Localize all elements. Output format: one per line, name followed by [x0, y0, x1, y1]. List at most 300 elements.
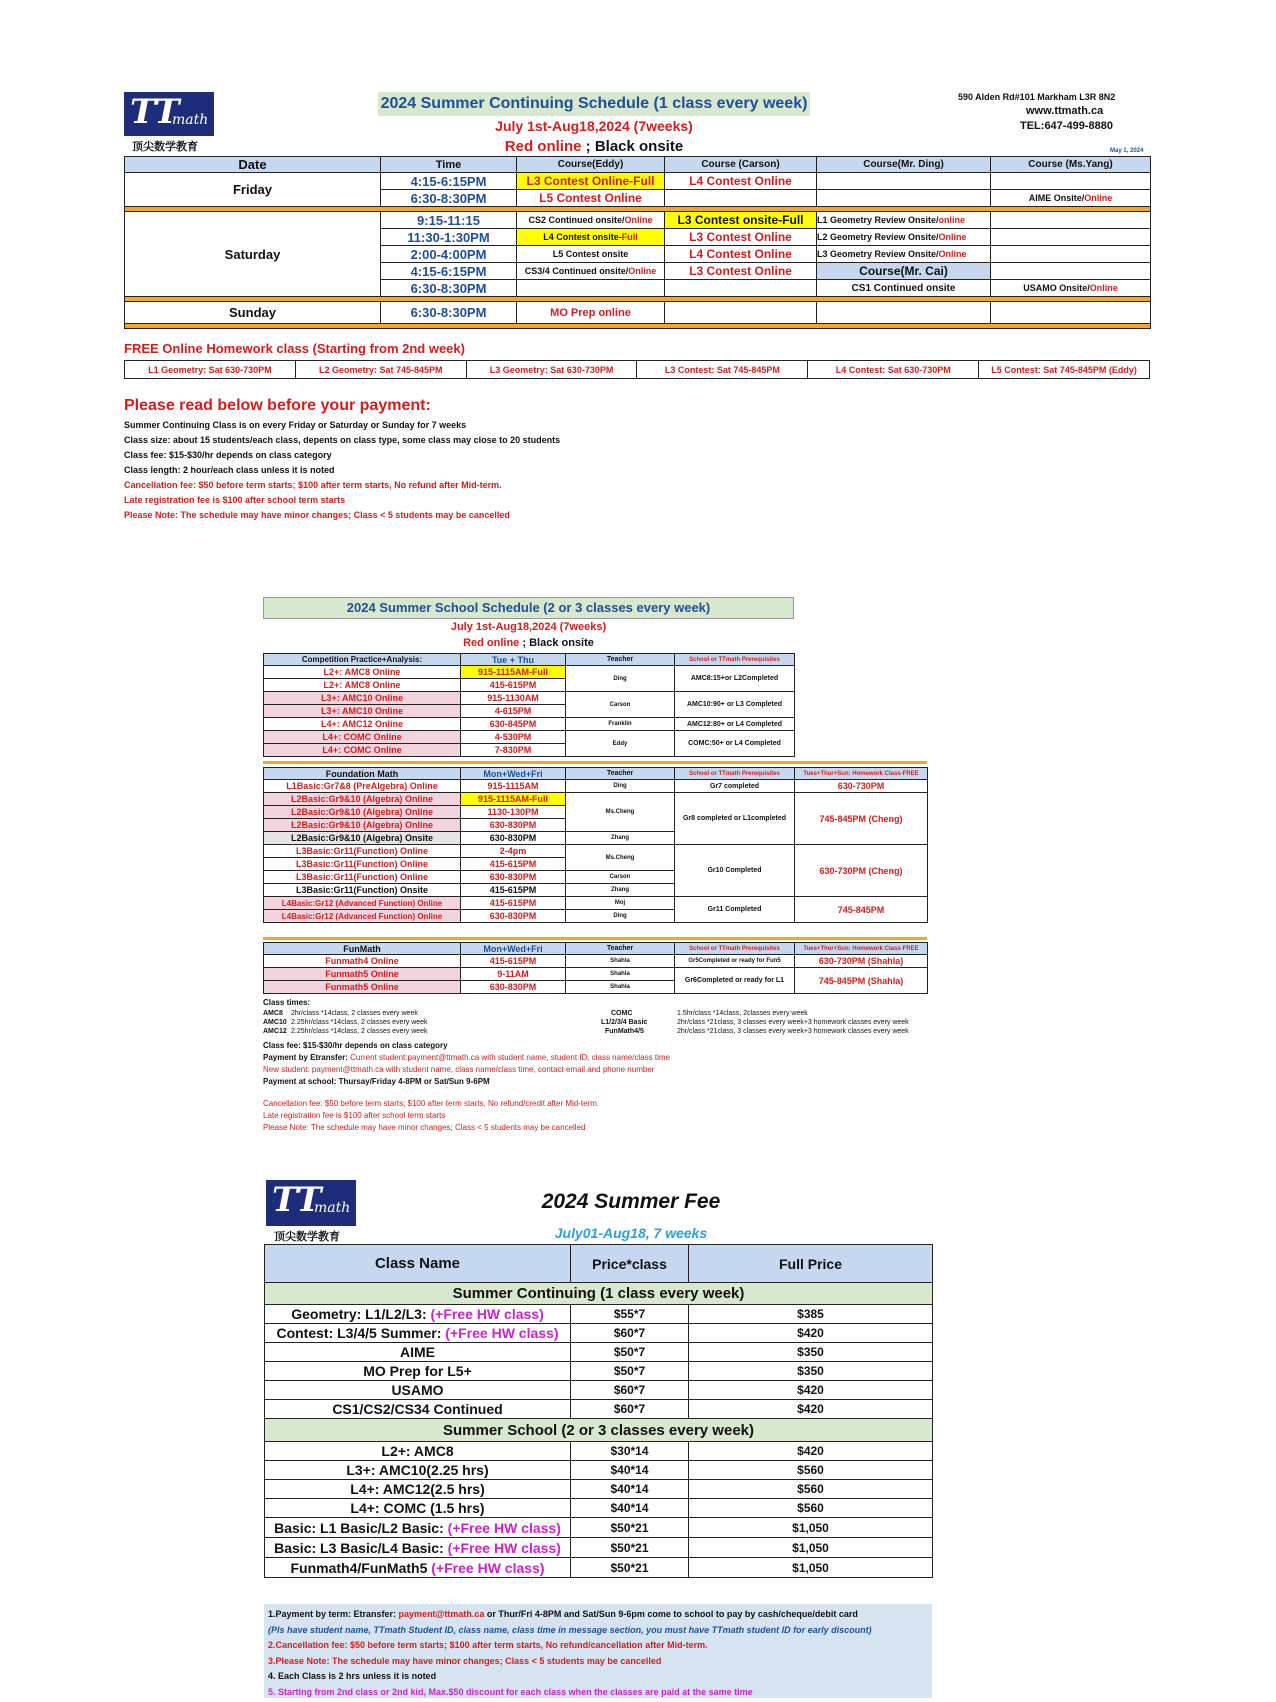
- found-teacher: Ding: [566, 910, 675, 923]
- found-hw: 745-845PM (Cheng): [795, 793, 928, 845]
- day-saturday: Saturday: [125, 212, 381, 297]
- foundation-table: [263, 767, 928, 923]
- sat-yang-3: [991, 246, 1151, 263]
- comp-class: L3+: AMC10 Online: [264, 692, 461, 705]
- sun-eddy: MO Prep online: [517, 302, 665, 324]
- comp-time: 4-615PM: [461, 705, 566, 718]
- fri-carson-2: [665, 190, 817, 207]
- sat-carson-5: [665, 280, 817, 297]
- sat-yang-4: [991, 263, 1151, 280]
- fee-full: $560: [689, 1480, 933, 1499]
- comp-col-time: Tue + Thu: [461, 654, 566, 666]
- ct-name: AMC12: [263, 1028, 287, 1035]
- footer-line-1: [268, 1607, 928, 1623]
- sat-ding-2-main: L2 Geometry Review Onsite/: [817, 232, 939, 242]
- free-hw-table: [124, 360, 1150, 379]
- logo-caption: 顶尖数学教育: [274, 1231, 340, 1243]
- footer-pay-rest: or Thur/Fri 4-8PM and Sat/Sun 9-6pm come to school to pay by cash/cheque/debit card: [484, 1609, 858, 1619]
- sat-eddy-2: [517, 229, 665, 246]
- comp-col-class: Competition Practice+Analysis:: [264, 654, 461, 666]
- sun-carson: [665, 302, 817, 324]
- fee-row-name: [265, 1461, 571, 1480]
- fee-price: $40*14: [571, 1461, 689, 1480]
- website: www.ttmath.ca: [1026, 105, 1104, 117]
- fee-name: L2+: AMC8: [381, 1443, 454, 1459]
- school-legend-black: Black onsite: [529, 637, 594, 649]
- fee-row-name: [265, 1305, 571, 1324]
- fee-extra: (+Free HW class): [430, 1306, 544, 1322]
- comp-class: L4+: COMC Online: [264, 744, 461, 757]
- found-col-hw: Tues+Thur+Sun: Homework Class-FREE: [795, 768, 928, 780]
- comp-teacher: Franklin: [566, 718, 675, 731]
- fun-hw: 630-730PM (Shahla): [795, 955, 928, 968]
- fee-price: $60*7: [571, 1400, 689, 1419]
- footer-line-3: 2.Cancellation fee: $50 before term starts; $100 after term starts, No refund/cancellation after Mid-term.: [268, 1640, 708, 1650]
- found-prereq: Gr8 completed or L1completed: [675, 793, 795, 845]
- schedule-title: 2024 Summer Continuing Schedule (1 class every week): [378, 92, 810, 116]
- comp-teacher: Carson: [566, 692, 675, 718]
- legend-black: Black onsite: [594, 138, 684, 155]
- ttmath-logo: [124, 92, 214, 136]
- fri-yang-aime: AIME Onsite/: [1028, 193, 1085, 203]
- sat-yang-2: [991, 229, 1151, 246]
- fee-price: $40*14: [571, 1480, 689, 1499]
- comp-time: 915-1130AM: [461, 692, 566, 705]
- sat-time-2: 11:30-1:30PM: [381, 229, 517, 246]
- day-sunday: Sunday: [125, 302, 381, 324]
- fee-name: MO Prep for L5+: [363, 1363, 472, 1379]
- sat-time-3: 2:00-4:00PM: [381, 246, 517, 263]
- fee-full: $1,050: [689, 1538, 933, 1558]
- fri-ding-1: [817, 173, 991, 190]
- school-pay-school: Payment at school: Thursay/Friday 4-8PM or Sat/Sun 9-6PM: [263, 1077, 490, 1086]
- school-note-3: Please Note: The schedule may have minor changes; Class < 5 students may be cancelled: [263, 1123, 586, 1132]
- ct-desc: 2hr/class *21class, 3 classes every week+3 homework classes every week: [677, 1019, 909, 1026]
- free-hw-4: L3 Contest: Sat 745-845PM: [637, 361, 808, 379]
- fee-price: $50*7: [571, 1362, 689, 1381]
- found-prereq: Gr11 Completed: [675, 897, 795, 923]
- free-hw-2: L2 Geometry: Sat 745-845PM: [295, 361, 466, 379]
- fee-extra: (+Free HW class): [447, 1519, 561, 1536]
- fee-full: $350: [689, 1362, 933, 1381]
- fri-yang-2: [991, 190, 1151, 207]
- comp-class: L4+: AMC12 Online: [264, 718, 461, 731]
- note-7: Please Note: The schedule may have minor changes; Class < 5 students may be cancelled: [124, 510, 510, 520]
- fee-full: $1,050: [689, 1558, 933, 1578]
- found-teacher: Zhang: [566, 832, 675, 845]
- found-class: L3Basic:Gr11(Function) Online: [264, 845, 461, 858]
- class-times-title: Class times:: [263, 998, 311, 1007]
- logo-math: math: [314, 1200, 351, 1216]
- sun-ding: [817, 302, 991, 324]
- fee-name: Contest: L3/4/5 Summer:: [276, 1325, 446, 1341]
- fee-row-name: [265, 1442, 571, 1461]
- free-hw-5: L4 Contest: Sat 630-730PM: [808, 361, 979, 379]
- note-5: Cancellation fee: $50 before term starts; $100 after term starts, No refund after Mid-term.: [124, 480, 502, 490]
- logo-caption: 顶尖数学教育: [132, 141, 198, 153]
- found-class: L2Basic:Gr9&10 (Algebra) Online: [264, 819, 461, 832]
- fun-teacher: Shahla: [566, 968, 675, 981]
- found-divider: [263, 937, 927, 940]
- note-4: Class length: 2 hour/each class unless it is noted: [124, 465, 335, 475]
- footer-line-6: 5. Starting from 2nd class or 2nd kid, Max.$50 discount for each class when the classes are paid at the same time: [268, 1686, 753, 1697]
- schedule-legend: [378, 138, 810, 155]
- comp-class: L4+: COMC Online: [264, 731, 461, 744]
- sat-ding-3: [817, 246, 991, 263]
- found-class: L1Basic:Gr7&8 (PreAlgebra) Online: [264, 780, 461, 793]
- fee-price: $50*21: [571, 1558, 689, 1578]
- school-pay-new: New student: payment@ttmath.ca with student name, class name/class time, contact email and phone number: [263, 1065, 655, 1074]
- found-class: L2Basic:Gr9&10 (Algebra) Online: [264, 793, 461, 806]
- sat-eddy-2-main: L4 Contest onsite-: [543, 232, 622, 242]
- found-time: 1130-130PM: [461, 806, 566, 819]
- notes-list: [124, 418, 560, 523]
- comp-col-prereq: School or TTmath Prerequisites: [675, 654, 795, 666]
- fee-full: $385: [689, 1305, 933, 1324]
- note-1: Summer Continuing Class is on every Friday or Saturday or Sunday for 7 weeks: [124, 420, 467, 430]
- fri-yang-1: [991, 173, 1151, 190]
- fri-eddy-1: L3 Contest Online-Full: [517, 173, 665, 190]
- footer-line-2: (Pls have student name, TTmath Student ID, class name, class time in message section, you must have TTmath student ID for early discount): [268, 1624, 872, 1635]
- free-hw-6: L5 Contest: Sat 745-845PM (Eddy): [979, 361, 1150, 379]
- fee-table: [264, 1244, 933, 1578]
- school-pay-etransfer: [263, 1052, 670, 1064]
- school-fee-line: Class fee: $15-$30/hr depends on class category: [263, 1041, 448, 1050]
- fee-col-full: Full Price: [689, 1245, 933, 1283]
- fee-full: $1,050: [689, 1518, 933, 1538]
- found-class: L4Basic:Gr12 (Advanced Function) Online: [264, 897, 461, 910]
- sat-cai-class: CS1 Continued onsite: [817, 280, 991, 297]
- sat-eddy-1: [517, 212, 665, 229]
- fee-full: $350: [689, 1343, 933, 1362]
- found-time: 630-830PM: [461, 832, 566, 845]
- fun-time: 9-11AM: [461, 968, 566, 981]
- comp-class: L2+: AMC8 Online: [264, 666, 461, 679]
- sat-eddy-3: [517, 246, 665, 263]
- sat-carson-4: L3 Contest Online: [665, 263, 817, 280]
- fee-full: $420: [689, 1442, 933, 1461]
- comp-teacher: Eddy: [566, 731, 675, 757]
- fee-name: L3+: AMC10(2.25 hrs): [346, 1462, 489, 1478]
- fee-price: $60*7: [571, 1324, 689, 1343]
- found-teacher: Carson: [566, 871, 675, 884]
- pay-label: Payment by Etransfer:: [263, 1053, 351, 1062]
- fun-col-class: FunMath: [264, 943, 461, 955]
- sat-eddy-4: [517, 263, 665, 280]
- found-time: 415-615PM: [461, 884, 566, 897]
- fee-name: Geometry: L1/L2/L3:: [291, 1306, 431, 1322]
- found-prereq: Gr10 Completed: [675, 845, 795, 897]
- sat-ding-3-main: L3 Geometry Review Onsite/: [817, 249, 939, 259]
- sat-eddy-1-main: CS2 Continued onsite/: [528, 215, 625, 225]
- found-time: 630-830PM: [461, 819, 566, 832]
- school-note-2: Late registration fee is $100 after school term starts: [263, 1111, 446, 1120]
- fee-row-name: [265, 1558, 571, 1578]
- school-dates: July 1st-Aug18,2024 (7weeks): [450, 621, 607, 633]
- comp-time: 415-615PM: [461, 679, 566, 692]
- notes-title: Please read below before your payment:: [124, 397, 431, 414]
- legend-sep: ;: [581, 138, 595, 155]
- comp-col-teacher: Teacher: [566, 654, 675, 666]
- fee-price: $50*21: [571, 1518, 689, 1538]
- comp-prereq: AMC12:80+ or L4 Completed: [675, 718, 795, 731]
- fee-full: $560: [689, 1461, 933, 1480]
- free-hw-3: L3 Geometry: Sat 630-730PM: [466, 361, 637, 379]
- fee-row-name: [265, 1381, 571, 1400]
- spacer: [263, 1088, 670, 1098]
- fun-time: 415-615PM: [461, 955, 566, 968]
- comp-prereq: AMC10:90+ or L3 Completed: [675, 692, 795, 718]
- found-teacher: Zhang: [566, 884, 675, 897]
- sat-time-1: 9:15-11:15: [381, 212, 517, 229]
- sat-ding-2: [817, 229, 991, 246]
- fri-time-1: 4:15-6:15PM: [381, 173, 517, 190]
- fun-time: 630-830PM: [461, 981, 566, 994]
- found-col-time: Mon+Wed+Fri: [461, 768, 566, 780]
- found-class: L3Basic:Gr11(Function) Online: [264, 871, 461, 884]
- fee-price: $30*14: [571, 1442, 689, 1461]
- ct-desc: 1.5hr/class *14class, 2classes every week: [677, 1010, 808, 1017]
- fee-row-name: [265, 1499, 571, 1518]
- sat-time-5: 6:30-8:30PM: [381, 280, 517, 297]
- fun-teacher: Shahla: [566, 981, 675, 994]
- found-hw: 745-845PM: [795, 897, 928, 923]
- found-time: 915-1115AM: [461, 780, 566, 793]
- fee-title: 2024 Summer Fee: [541, 1190, 721, 1213]
- fee-extra: (+Free HW class): [447, 1539, 561, 1556]
- comp-teacher: Ding: [566, 666, 675, 692]
- school-legend: [263, 637, 794, 649]
- ct-desc: 2hr/class *21class, 3 classes every week+3 homework classes every week: [677, 1028, 909, 1035]
- sat-ding-2-online: Online: [938, 232, 967, 242]
- comp-class: L3+: AMC10 Online: [264, 705, 461, 718]
- address: 590 Alden Rd#101 Markham L3R 8N2: [958, 92, 1116, 102]
- comp-time: 7-830PM: [461, 744, 566, 757]
- fee-row-name: [265, 1400, 571, 1419]
- sat-time-4: 4:15-6:15PM: [381, 263, 517, 280]
- competition-table: [263, 653, 795, 757]
- sat-carson-1: L3 Contest onsite-Full: [665, 212, 817, 229]
- comp-prereq: COMC:50+ or L4 Completed: [675, 731, 795, 757]
- footer-line-4: 3.Please Note: The schedule may have minor changes; Class < 5 students may be cancelled: [268, 1655, 662, 1666]
- fun-class: Funmath4 Online: [264, 955, 461, 968]
- found-class: L3Basic:Gr11(Function) Online: [264, 858, 461, 871]
- fee-group-school: Summer School (2 or 3 classes every week): [265, 1419, 933, 1442]
- footer-pay-label: 1.Payment by term: Etransfer:: [268, 1609, 399, 1619]
- fee-col-name: Class Name: [265, 1245, 571, 1283]
- found-time: 415-615PM: [461, 858, 566, 871]
- version-date: May 1, 2024: [1110, 148, 1144, 154]
- col-ding: Course(Mr. Ding): [817, 157, 991, 173]
- fee-row-name: [265, 1538, 571, 1558]
- comp-time: 630-845PM: [461, 718, 566, 731]
- fri-ding-2: [817, 190, 991, 207]
- fee-row-name: [265, 1324, 571, 1343]
- fee-full: $560: [689, 1499, 933, 1518]
- ttmath-logo-2: [266, 1180, 356, 1226]
- class-times-row: [263, 1027, 923, 1036]
- found-hw: 630-730PM: [795, 780, 928, 793]
- fun-col-hw: Tues+Thur+Sun: Homework Class-FREE: [795, 943, 928, 955]
- fun-col-teacher: Teacher: [566, 943, 675, 955]
- fee-name: Basic: L1 Basic/L2 Basic:: [274, 1519, 448, 1536]
- fee-name: L4+: COMC (1.5 hrs): [350, 1500, 485, 1516]
- fee-row-name: [265, 1343, 571, 1362]
- col-eddy: Course(Eddy): [517, 157, 665, 173]
- found-teacher: Ding: [566, 780, 675, 793]
- fee-col-price: Price*class: [571, 1245, 689, 1283]
- free-hw-1: L1 Geometry: Sat 630-730PM: [125, 361, 296, 379]
- fee-group-continuing: Summer Continuing (1 class every week): [265, 1283, 933, 1305]
- sun-time: 6:30-8:30PM: [381, 302, 517, 324]
- sat-eddy-4-main: CS3/4 Continued onsite/: [524, 266, 629, 276]
- fee-footer: [264, 1604, 932, 1698]
- logo-tt: TT: [130, 92, 180, 132]
- fee-price: $50*21: [571, 1538, 689, 1558]
- fun-col-time: Mon+Wed+Fri: [461, 943, 566, 955]
- fee-price: $40*14: [571, 1499, 689, 1518]
- ct-name: L1/2/3/4 Basic: [601, 1019, 648, 1026]
- ct-desc: 2.25hr/class *14class, 2 classes every week: [291, 1019, 428, 1026]
- fee-row-name: [265, 1518, 571, 1538]
- col-yang: Course (Ms.Yang): [991, 157, 1151, 173]
- ct-name: AMC10: [263, 1019, 287, 1026]
- found-teacher: Ms.Cheng: [566, 793, 675, 832]
- fri-eddy-2: L5 Contest Online: [517, 190, 665, 207]
- found-time: 415-615PM: [461, 897, 566, 910]
- sat-ding-1: [817, 212, 991, 229]
- free-hw-title: FREE Online Homework class (Starting from 2nd week): [124, 341, 465, 356]
- fun-class: Funmath5 Online: [264, 968, 461, 981]
- sat-carson-3: L4 Contest Online: [665, 246, 817, 263]
- fee-extra: (+Free HW class): [431, 1559, 545, 1576]
- col-date: Date: [125, 157, 381, 173]
- note-3: Class fee: $15-$30/hr depends on class category: [124, 450, 332, 460]
- footer-line-5: 4. Each Class is 2 hrs unless it is noted: [268, 1671, 437, 1681]
- sat-yang-5: [991, 280, 1151, 297]
- fee-full: $420: [689, 1324, 933, 1343]
- found-col-teacher: Teacher: [566, 768, 675, 780]
- comp-divider: [263, 761, 927, 764]
- sat-yang-1: [991, 212, 1151, 229]
- found-time: 630-830PM: [461, 910, 566, 923]
- funmath-table: [263, 942, 928, 994]
- found-time: 2-4pm: [461, 845, 566, 858]
- sat-yang-usamo: USAMO Onsite/: [1023, 283, 1090, 293]
- sat-carson-2: L3 Contest Online: [665, 229, 817, 246]
- fee-full: $420: [689, 1400, 933, 1419]
- class-times-row: [263, 1018, 923, 1027]
- fri-yang-online: Online: [1084, 193, 1113, 203]
- fun-teacher: Shahla: [566, 955, 675, 968]
- class-times: [263, 1009, 923, 1036]
- found-teacher: Moj: [566, 897, 675, 910]
- logo-tt: TT: [272, 1180, 322, 1220]
- continuing-schedule-table: [124, 156, 1151, 329]
- sat-ding-1-online: online: [938, 215, 966, 225]
- footer-email: payment@ttmath.ca: [398, 1609, 485, 1619]
- sat-ding-1-main: L1 Geometry Review Onsite/: [817, 215, 939, 225]
- fun-col-prereq: School or TTmath Prerequisites: [675, 943, 795, 955]
- comp-prereq: AMC8:15+or L2Completed: [675, 666, 795, 692]
- found-class: L2Basic:Gr9&10 (Algebra) Onsite: [264, 832, 461, 845]
- fee-name: L4+: AMC12(2.5 hrs): [350, 1481, 485, 1497]
- fun-prereq: Gr6Completed or ready for L1: [675, 968, 795, 994]
- fri-carson-1: L4 Contest Online: [665, 173, 817, 190]
- school-notes: [263, 1040, 670, 1134]
- found-col-prereq: School or TTmath Prerequisites: [675, 768, 795, 780]
- sat-cai-header: Course(Mr. Cai): [817, 263, 991, 280]
- ct-name: AMC8: [263, 1010, 283, 1017]
- fee-row-name: [265, 1362, 571, 1381]
- sat-ding-3-online: Online: [938, 249, 967, 259]
- sat-eddy-3-main: L5 Contest onsite: [552, 249, 629, 259]
- fee-price: $60*7: [571, 1381, 689, 1400]
- ct-desc: 2hr/class *14class, 2 classes every week: [291, 1010, 418, 1017]
- fee-name: Funmath4/FunMath5: [290, 1559, 432, 1576]
- found-prereq: Gr7 completed: [675, 780, 795, 793]
- note-6: Late registration fee is $100 after school term starts: [124, 495, 346, 505]
- found-hw: 630-730PM (Cheng): [795, 845, 928, 897]
- col-carson: Course (Carson): [665, 157, 817, 173]
- class-times-row: [263, 1009, 923, 1018]
- phone: TEL:647-499-8880: [1020, 120, 1113, 132]
- fee-price: $50*7: [571, 1343, 689, 1362]
- logo-math: math: [172, 112, 209, 128]
- sun-yang: [991, 302, 1151, 324]
- fun-prereq: Gr5Completed or ready for Fun5: [675, 955, 795, 968]
- comp-time: 4-530PM: [461, 731, 566, 744]
- ct-desc: 2.25hr/class *14class, 2 classes every week: [291, 1028, 428, 1035]
- fee-row-name: [265, 1480, 571, 1499]
- note-2: Class size: about 15 students/each class, depents on class type, some class may close to 20 students: [124, 435, 561, 445]
- fun-hw: 745-845PM (Shahla): [795, 968, 928, 994]
- ct-name: COMC: [611, 1010, 633, 1017]
- fee-name: Basic: L3 Basic/L4 Basic:: [274, 1539, 448, 1556]
- fri-time-2: 6:30-8:30PM: [381, 190, 517, 207]
- found-class: L4Basic:Gr12 (Advanced Function) Online: [264, 910, 461, 923]
- legend-red: Red online: [504, 138, 582, 155]
- school-note-1: Cancellation fee: $50 before term starts; $100 after term starts, No refund/credit after Mid-term.: [263, 1099, 600, 1108]
- found-class: L2Basic:Gr9&10 (Algebra) Online: [264, 806, 461, 819]
- found-class: L3Basic:Gr11(Function) Onsite: [264, 884, 461, 897]
- fee-extra: (+Free HW class): [445, 1325, 559, 1341]
- schedule-dates: July 1st-Aug18,2024 (7weeks): [495, 118, 693, 134]
- school-legend-red: Red online: [463, 637, 520, 649]
- sat-eddy-5: [517, 280, 665, 297]
- fee-name: USAMO: [391, 1382, 444, 1398]
- school-title: 2024 Summer School Schedule (2 or 3 classes every week): [263, 597, 794, 619]
- fee-full: $420: [689, 1381, 933, 1400]
- comp-time: 915-1115AM-Full: [461, 666, 566, 679]
- school-legend-sep: ;: [519, 637, 530, 649]
- fee-name: AIME: [400, 1344, 435, 1360]
- found-time: 630-830PM: [461, 871, 566, 884]
- found-col-class: Foundation Math: [264, 768, 461, 780]
- day-friday: Friday: [125, 173, 381, 207]
- found-teacher: Ms.Cheng: [566, 845, 675, 871]
- fun-class: Funmath5 Online: [264, 981, 461, 994]
- sat-eddy-1-online: Online: [624, 215, 653, 225]
- pay-current: Current student:payment@ttmath.ca with student name, student ID, class name/class time: [350, 1053, 670, 1062]
- ct-name: FunMath4/5: [605, 1028, 644, 1035]
- sat-eddy-2-online: Full: [621, 232, 638, 242]
- col-time: Time: [381, 157, 517, 173]
- fee-dates: July01-Aug18, 7 weeks: [554, 1225, 708, 1241]
- fee-name: CS1/CS2/CS34 Continued: [332, 1401, 503, 1417]
- sat-yang-online: Online: [1089, 283, 1118, 293]
- fee-price: $55*7: [571, 1305, 689, 1324]
